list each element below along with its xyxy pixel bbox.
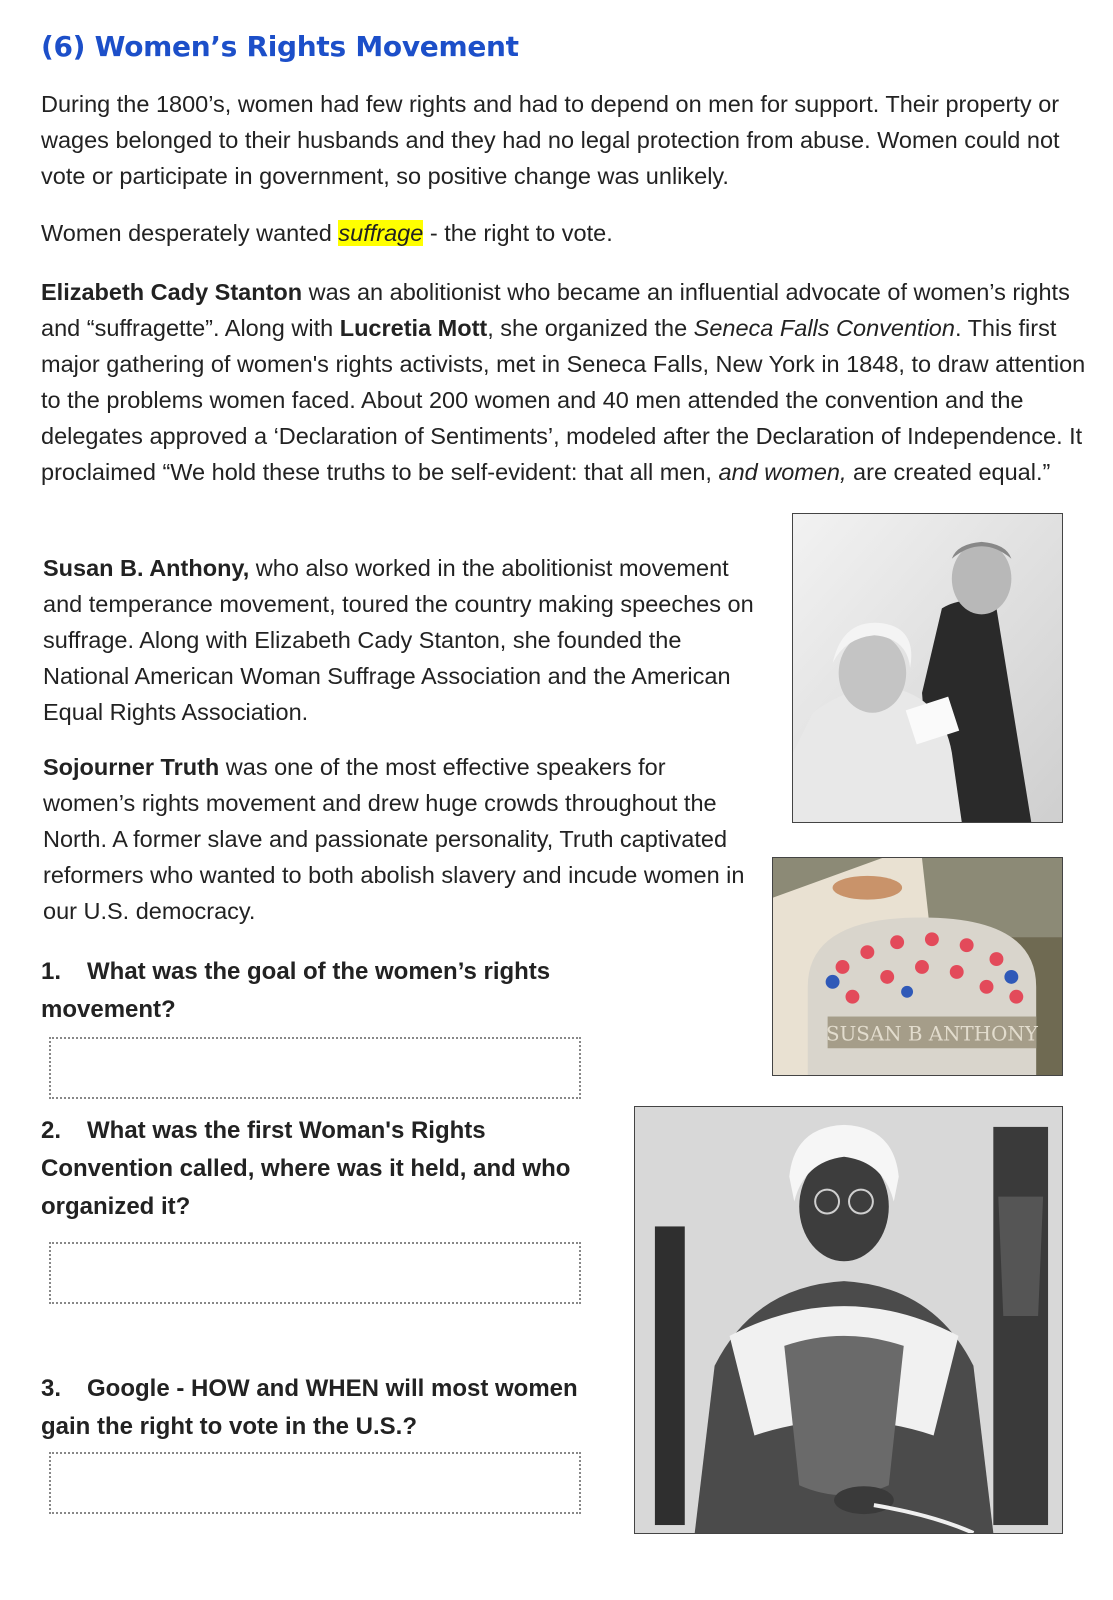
question-2-number: 2. (41, 1117, 62, 1144)
stanton-text-1: was an abolitionist who became an influential advocate of women’s rights and “suffragette”. Along with (41, 279, 1070, 341)
anthony-grave-photo (772, 857, 1063, 1076)
intro-paragraph: During the 1800’s, women had few rights and had to depend on men for support. Their property or wages belonged to their husbands and they had no legal protection from abuse. Women could not vote or participate in government, so positive change was unlikely. (41, 91, 1060, 189)
stanton-text-2: , she organized the (487, 315, 694, 341)
question-3-number: 3. (41, 1375, 62, 1402)
question-3-text: Google - HOW and WHEN will most women gain the right to vote in the U.S.? (41, 1375, 578, 1440)
question-1-text: What was the goal of the women’s rights movement? (41, 958, 551, 1023)
question-3 (41, 1370, 601, 1446)
stanton-text-4: are created equal.” (846, 459, 1051, 485)
stanton-name: Elizabeth Cady Stanton (41, 279, 303, 305)
grave-inscription: SUSAN B ANTHONY (825, 1022, 1038, 1046)
anthony-paragraph (43, 550, 763, 730)
answer-box-2[interactable] (49, 1242, 581, 1304)
answer-box-3[interactable] (49, 1452, 581, 1514)
suffrage-term-highlight: suffrage (338, 220, 424, 246)
anthony-text: who also worked in the abolitionist movement and temperance movement, toured the country making speeches on suffrage. Along with Elizabeth Cady Stanton, she founded the National American Woman Suffrage Association and the American Equal Rights Association. (43, 555, 754, 725)
question-2 (41, 1112, 621, 1226)
mott-name: Lucretia Mott (339, 315, 488, 341)
suffrage-after: - the right to vote. (423, 220, 613, 246)
answer-box-1[interactable] (49, 1037, 581, 1099)
convention-name: Seneca Falls Convention (693, 315, 955, 341)
truth-text: was one of the most effective speakers for women’s rights movement and drew huge crowds throughout the North. A former slave and passionate personality, Truth captivated reformers who wanted to both abolish slavery and incude women in our U.S. democracy. (43, 754, 745, 924)
question-2-text: What was the first Woman's Rights Convention called, where was it held, and who organized it? (41, 1117, 571, 1220)
suffrage-paragraph (41, 215, 1081, 251)
page-title: (6) Women’s Rights Movement (41, 30, 519, 63)
sojourner-truth-photo (634, 1106, 1063, 1534)
stanton-text-3: . This first major gathering of women's rights activists, met in Seneca Falls, New York in 1848, to draw attention to the problems women faced. About 200 women and 40 men attended the convention and the delegates approved a ‘Declaration of Sentiments’, modeled after the Declaration of Independence. It proclaimed “We hold these truths to be self-evident: that all men, (41, 315, 1086, 485)
truth-paragraph (43, 749, 763, 929)
truth-name: Sojourner Truth (43, 754, 220, 780)
question-1-number: 1. (41, 958, 62, 985)
anthony-name: Susan B. Anthony, (43, 555, 250, 581)
stanton-emphasis: and women, (718, 459, 847, 485)
stanton-paragraph (41, 274, 1091, 490)
stanton-anthony-photo (792, 513, 1063, 823)
suffrage-before: Women desperately wanted (41, 220, 339, 246)
question-1 (41, 953, 641, 1029)
